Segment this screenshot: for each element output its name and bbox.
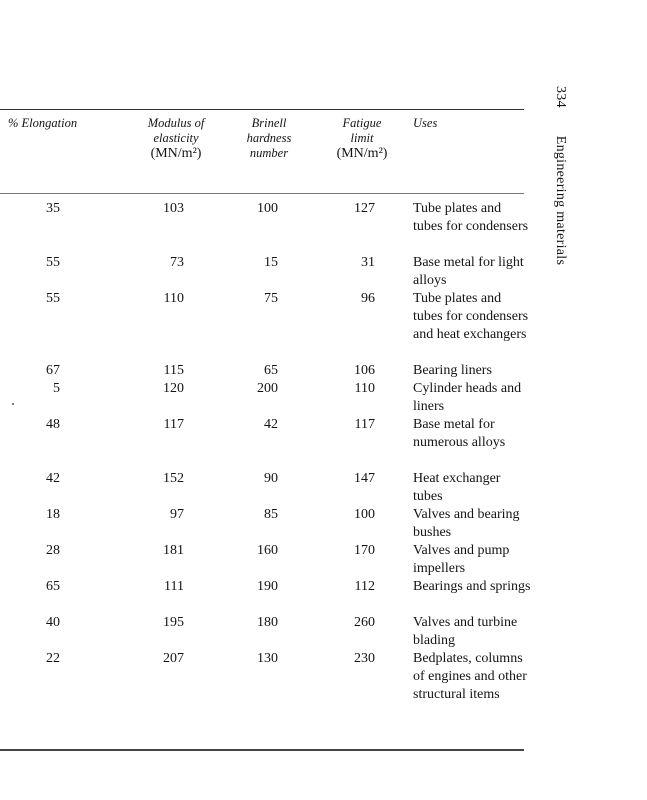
scan-speck [12, 403, 14, 405]
cell-elongation: 18 [46, 507, 60, 522]
table-bottom-rule [0, 749, 524, 751]
cell-uses: Base metal for numerous alloys [413, 417, 506, 450]
cell-brinell: 42 [264, 417, 278, 432]
cell-modulus: 195 [163, 615, 184, 630]
cell-fatigue: 230 [354, 651, 375, 666]
cell-elongation: 55 [46, 291, 60, 306]
cell-modulus: 117 [163, 417, 184, 432]
cell-brinell: 180 [257, 615, 278, 630]
header-brinell-line3: number [249, 146, 289, 160]
header-brinell-line1: Brinell [251, 116, 287, 130]
cell-fatigue: 106 [354, 363, 375, 378]
header-fatigue [322, 116, 402, 161]
cell-fatigue: 170 [354, 543, 375, 558]
cell-brinell: 75 [264, 291, 278, 306]
table-top-rule [0, 109, 524, 110]
cell-uses: Bedplates, columns of engines and other structural items [413, 651, 527, 702]
cell-modulus: 207 [163, 651, 184, 666]
cell-modulus: 152 [163, 471, 184, 486]
header-rule [0, 193, 524, 194]
header-brinell [233, 116, 305, 161]
cell-modulus: 97 [170, 507, 184, 522]
cell-fatigue: 117 [354, 417, 375, 432]
header-elongation: % Elongation [8, 116, 78, 130]
header-modulus-line2: elasticity [153, 131, 199, 145]
header-modulus-unit: (MN/m²) [150, 146, 202, 161]
cell-fatigue: 260 [354, 615, 375, 630]
cell-modulus: 115 [163, 363, 184, 378]
cell-elongation: 67 [46, 363, 60, 378]
cell-uses: Heat exchanger tubes [413, 471, 501, 504]
page-number: 334 [553, 86, 568, 108]
cell-elongation: 5 [53, 381, 60, 396]
cell-brinell: 200 [257, 381, 278, 396]
cell-uses: Base metal for light alloys [413, 255, 524, 288]
cell-elongation: 35 [46, 201, 60, 216]
cell-elongation: 65 [46, 579, 60, 594]
cell-modulus: 120 [163, 381, 184, 396]
header-fatigue-unit: (MN/m²) [336, 146, 388, 161]
cell-elongation: 42 [46, 471, 60, 486]
cell-fatigue: 31 [361, 255, 375, 270]
running-head-title: Engineering materials [553, 135, 568, 266]
cell-uses: Tube plates and tubes for condensers and heat exchangers [413, 291, 529, 342]
cell-fatigue: 112 [354, 579, 375, 594]
cell-modulus: 181 [163, 543, 184, 558]
header-fatigue-line2: limit [350, 131, 374, 145]
cell-brinell: 130 [257, 651, 278, 666]
cell-brinell: 65 [264, 363, 278, 378]
cell-uses: Tube plates and tubes for condensers [413, 201, 529, 234]
cell-fatigue: 100 [354, 507, 375, 522]
header-brinell-line2: hardness [246, 131, 292, 145]
cell-brinell: 90 [264, 471, 278, 486]
cell-uses: Cylinder heads and liners [413, 381, 522, 414]
header-modulus-line1: Modulus of [147, 116, 205, 130]
header-uses: Uses [413, 116, 438, 130]
cell-brinell: 15 [264, 255, 278, 270]
cell-brinell: 160 [257, 543, 278, 558]
cell-brinell: 85 [264, 507, 278, 522]
running-head [552, 86, 568, 265]
cell-uses: Valves and pump impellers [413, 543, 510, 576]
cell-fatigue: 147 [354, 471, 375, 486]
cell-uses: Valves and turbine blading [413, 615, 518, 648]
cell-fatigue: 96 [361, 291, 375, 306]
cell-elongation: 28 [46, 543, 60, 558]
cell-brinell: 100 [257, 201, 278, 216]
cell-modulus: 111 [164, 579, 184, 594]
header-modulus [128, 116, 224, 161]
cell-uses: Valves and bearing bushes [413, 507, 520, 540]
cell-modulus: 73 [170, 255, 184, 270]
cell-fatigue: 110 [354, 381, 375, 396]
cell-elongation: 40 [46, 615, 60, 630]
cell-elongation: 22 [46, 651, 60, 666]
cell-brinell: 190 [257, 579, 278, 594]
cell-modulus: 103 [163, 201, 184, 216]
cell-elongation: 48 [46, 417, 60, 432]
cell-uses: Bearing liners [413, 363, 492, 378]
cell-fatigue: 127 [354, 201, 375, 216]
cell-modulus: 110 [163, 291, 184, 306]
cell-uses: Bearings and springs [413, 579, 531, 594]
header-fatigue-line1: Fatigue [342, 116, 382, 130]
cell-elongation: 55 [46, 255, 60, 270]
